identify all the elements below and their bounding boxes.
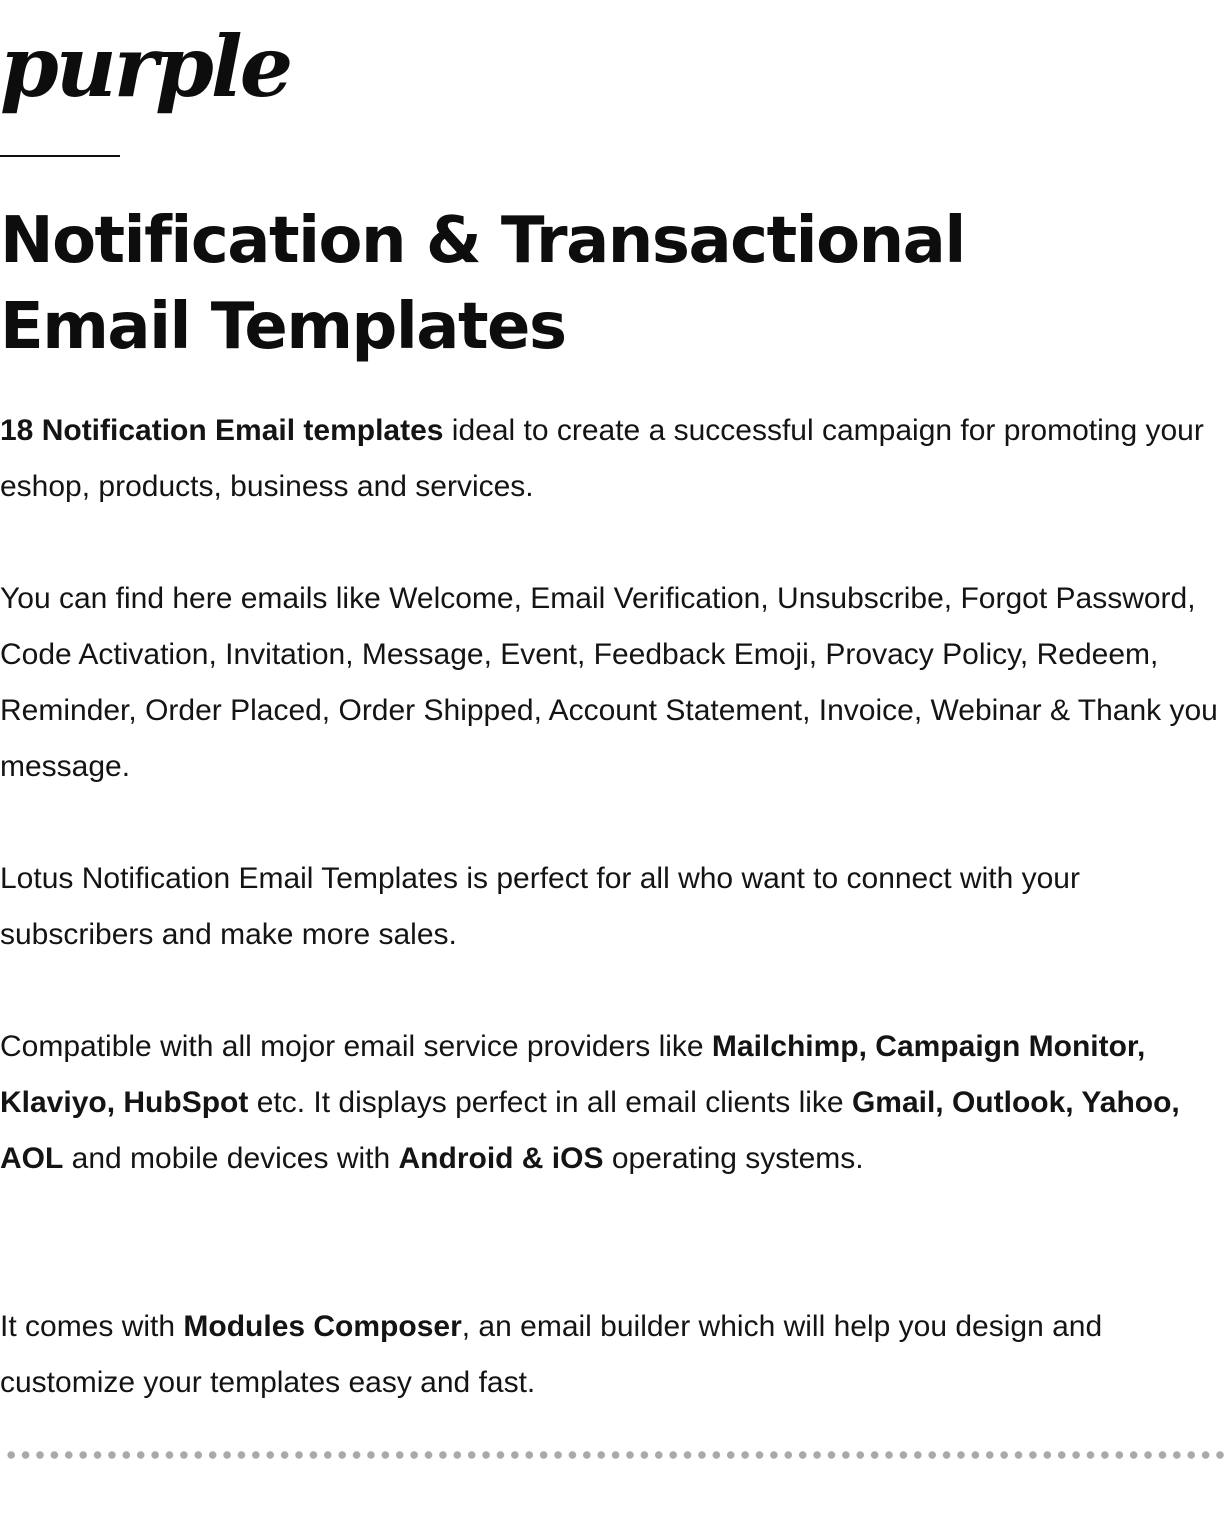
- logo-divider: [0, 155, 120, 157]
- clients-highlight: Gmail, Outlook, Yahoo, AOL: [0, 1086, 1180, 1175]
- compatibility-text-1: Compatible with all mojor email service providers like: [0, 1030, 712, 1063]
- dotted-divider: [4, 1450, 1228, 1460]
- template-count-highlight: 18 Notification Email templates: [0, 414, 444, 447]
- audience-paragraph: [0, 851, 1232, 963]
- compatibility-text-3: and mobile devices with: [63, 1142, 399, 1175]
- compatibility-text-4: operating systems.: [603, 1142, 864, 1175]
- composer-text-2: , an email builder which will help you design and customize your templates easy and fast.: [0, 1310, 1103, 1399]
- compatibility-text-2: etc. It displays perfect in all email clients like: [248, 1086, 852, 1119]
- os-highlight: Android & iOS: [398, 1142, 604, 1175]
- page-title: [0, 198, 1232, 370]
- intro-paragraph: [0, 403, 1232, 515]
- composer-highlight: Modules Composer: [183, 1310, 462, 1343]
- intro-text: ideal to create a successful campaign for promoting your eshop, products, business and services.: [0, 414, 1204, 503]
- email-types-paragraph: [0, 571, 1232, 795]
- page-title-line-1: Notification & Transactional: [0, 204, 965, 278]
- providers-highlight: Mailchimp, Campaign Monitor, Klaviyo, HubSpot: [0, 1030, 1146, 1119]
- page-title-line-2: Email Templates: [0, 290, 566, 364]
- brand-logo: purple: [0, 17, 291, 116]
- compatibility-paragraph: [0, 1019, 1232, 1187]
- composer-paragraph: [0, 1299, 1232, 1411]
- audience-text: Lotus Notification Email Templates is perfect for all who want to connect with your subscribers and make more sales.: [0, 862, 1080, 951]
- email-types-text: You can find here emails like Welcome, Email Verification, Unsubscribe, Forgot Password, Code Activation, Invitation, Message, Event, Feedback Emoji, Provacy Policy, Redeem, Reminder, Order Placed, Order Shipped, Account Statement, Invoice, Webinar & Thank you message.: [0, 582, 1218, 783]
- composer-text-1: It comes with: [0, 1310, 184, 1343]
